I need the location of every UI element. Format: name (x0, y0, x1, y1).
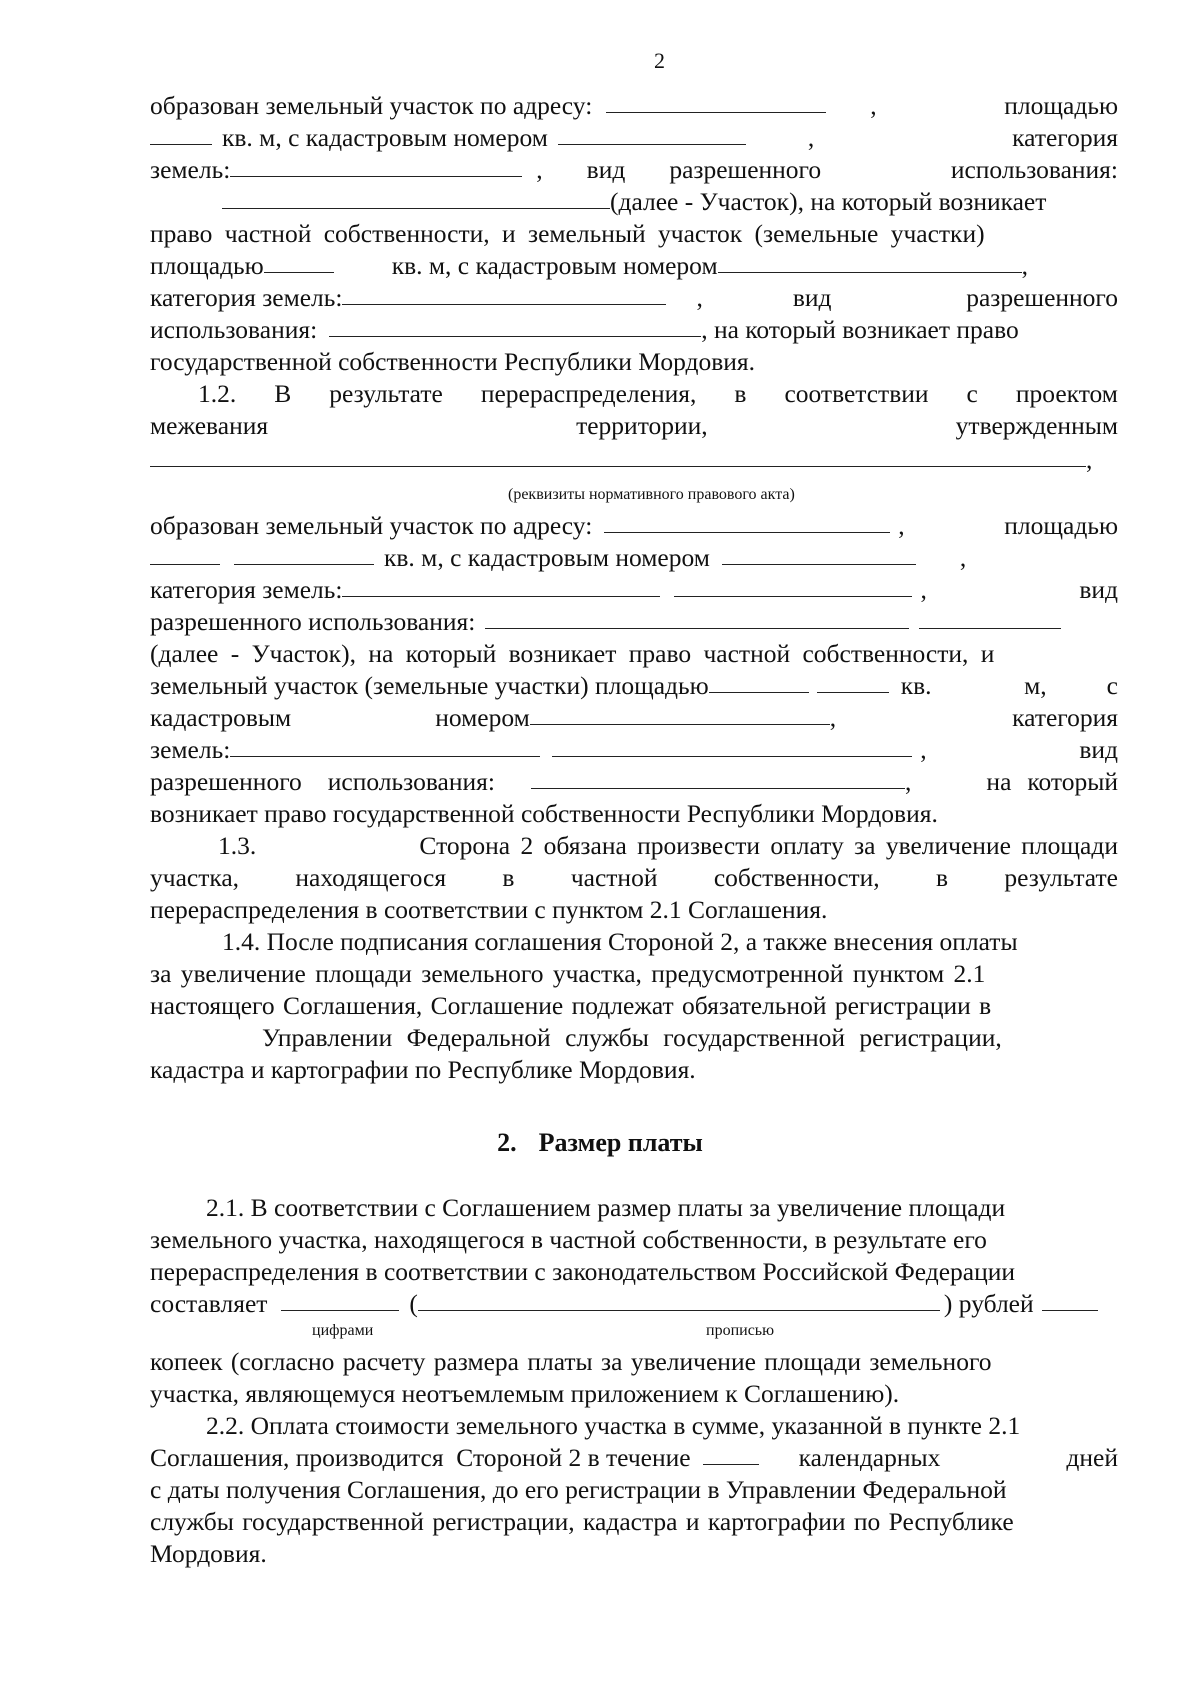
text: площадью (1004, 91, 1118, 120)
text: за увеличение площади земельного участка, предусмотренной пунктом 2.1 (150, 959, 986, 988)
text-line (150, 1346, 1118, 1378)
paragraph-1-4-line (222, 926, 1118, 958)
text: в (502, 863, 515, 892)
text: кв. м, с кадастровым номером (384, 543, 710, 572)
text-line (150, 1054, 1118, 1086)
paragraph-1-3-first-line (218, 830, 1118, 862)
paragraph-2-1-line (206, 1192, 1118, 1224)
text: с даты получения Соглашения, до его регистрации в Управлении Федеральной (150, 1475, 1007, 1504)
text: собственности, (713, 863, 880, 892)
text: , на который возникает право (701, 315, 1019, 344)
text: земель: (150, 155, 231, 184)
text: результате (1004, 863, 1118, 892)
text-line (150, 798, 1118, 830)
text: кадастровым (150, 703, 292, 732)
text-line (150, 410, 1118, 442)
text: кв. (900, 671, 932, 700)
text-line (150, 154, 1118, 186)
text: номером (435, 703, 530, 732)
text: использования: (327, 767, 495, 796)
text: , (829, 703, 837, 732)
text: участка, (150, 863, 240, 892)
field-caption: прописью (706, 1322, 775, 1339)
text-line (150, 542, 1118, 574)
text: дней (1066, 1443, 1118, 1472)
text-line (262, 1022, 1118, 1054)
text: (далее - Участок), на который возникает право частной собственности, и (150, 639, 995, 668)
text-line (150, 638, 1118, 670)
text: с (1106, 671, 1118, 700)
text: межевания (150, 411, 269, 440)
text: , (536, 155, 543, 184)
text: категория (1012, 123, 1118, 152)
text: право частной собственности, и земельный участок (земельные участки) (150, 219, 985, 248)
text: кадастра и картографии по Республике Мордовия. (150, 1055, 696, 1084)
field-caption: (реквизиты нормативного правового акта) (508, 486, 795, 503)
text-line (150, 894, 1118, 926)
text-line (150, 1474, 1118, 1506)
text: (далее - Участок), на который возникает (610, 187, 1047, 216)
text-line (150, 958, 1118, 990)
text: Мордовия. (150, 1539, 267, 1568)
text: В (274, 379, 292, 408)
text: проектом (1015, 379, 1118, 408)
text: м, (1024, 671, 1047, 700)
text: , (870, 91, 877, 120)
text: площадью (150, 251, 264, 280)
section-heading (0, 1128, 1200, 1158)
text: возникает право государственной собственности Республики Мордовия. (150, 799, 938, 828)
text: вид (586, 155, 626, 184)
text: перераспределения в соответствии с законодательством Российской Федерации (150, 1257, 1016, 1286)
text-line (150, 1256, 1118, 1288)
text: государственной собственности Республики Мордовия. (150, 347, 756, 376)
text: календарных (798, 1443, 941, 1472)
fill-blank[interactable] (342, 574, 660, 597)
text: разрешенного (966, 283, 1118, 312)
fill-blank[interactable] (606, 90, 826, 113)
text: перераспределения, (480, 379, 697, 408)
text: категория (1012, 703, 1118, 732)
text: , (904, 767, 912, 796)
text: ( (409, 1289, 418, 1318)
text: , (1021, 251, 1028, 280)
text-line (150, 510, 1118, 542)
fill-blank[interactable] (150, 542, 220, 565)
fill-blank[interactable] (222, 186, 610, 209)
fill-blank[interactable] (817, 670, 889, 693)
text: 1.2. (198, 379, 237, 408)
text-line (150, 734, 1118, 766)
text: категория земель: (150, 283, 343, 312)
fill-blank[interactable] (234, 542, 374, 565)
text: Соглашения, производится Стороной 2 в течение (150, 1443, 691, 1472)
text-line (150, 606, 1118, 638)
text: составляет (150, 1289, 268, 1318)
fill-blank[interactable] (919, 606, 1061, 629)
text: территории, (576, 411, 708, 440)
text-line (150, 990, 1118, 1022)
text: результате (329, 379, 443, 408)
fill-blank[interactable] (150, 444, 1086, 467)
text: категория земель: (150, 575, 343, 604)
text: копеек (согласно расчету размера платы за увеличение площади земельного (150, 1347, 992, 1376)
text: , (696, 283, 703, 312)
field-caption: цифрами (312, 1322, 374, 1339)
text: перераспределения в соответствии с пунктом 2.1 Соглашения. (150, 895, 828, 924)
text: который (1027, 767, 1118, 796)
section-number: 2. (497, 1128, 517, 1157)
fill-blank[interactable] (230, 734, 540, 757)
fill-blank[interactable] (718, 250, 1022, 273)
text-line (150, 218, 1118, 250)
text: 1.4. После подписания соглашения Стороной 2, а также внесения оплаты (222, 927, 1018, 956)
text-line (150, 1224, 1118, 1256)
text: , (920, 575, 927, 604)
fill-blank[interactable] (703, 1442, 759, 1465)
text: земель: (150, 735, 231, 764)
fill-blank[interactable] (230, 154, 522, 177)
text: участка, являющемуся неотъемлемым приложением к Соглашению). (150, 1379, 900, 1408)
text: в (734, 379, 747, 408)
text-line (150, 1288, 1118, 1320)
text: кв. м, с кадастровым номером (391, 251, 718, 280)
text: ) рублей (943, 1289, 1034, 1318)
text: службы государственной регистрации, кадастра и картографии по Республике (150, 1507, 1014, 1536)
text-line (150, 346, 1118, 378)
text: образован земельный участок по адресу: (150, 91, 593, 120)
text: , (959, 543, 967, 572)
text: образован земельный участок по адресу: (150, 511, 593, 540)
fill-blank[interactable] (552, 734, 912, 757)
text: Управлении Федеральной службы государственной регистрации, (262, 1023, 1002, 1052)
text: 2.2. Оплата стоимости земельного участка в сумме, указанной в пункте 2.1 (206, 1411, 1021, 1440)
text: земельного участка, находящегося в частной собственности, в результате его (150, 1225, 987, 1254)
text-line (150, 444, 1118, 476)
text-line (150, 766, 1118, 798)
fill-blank[interactable] (722, 542, 916, 565)
fill-blank[interactable] (281, 1288, 399, 1311)
fill-blank[interactable] (342, 282, 666, 305)
text: соответствии (784, 379, 929, 408)
text-line (150, 574, 1118, 606)
fill-blank[interactable] (531, 766, 905, 789)
fill-blank[interactable] (604, 510, 890, 533)
text-line (150, 1538, 1118, 1570)
text-line (222, 186, 1122, 218)
text-line (150, 314, 1118, 346)
page-number: 2 (654, 48, 665, 73)
text: вид (792, 283, 832, 312)
text-line (150, 1378, 1118, 1410)
text-line (150, 1442, 1118, 1474)
section-title: Размер платы (538, 1128, 703, 1157)
fill-blank[interactable] (264, 250, 334, 273)
text: разрешенного использования: (150, 607, 476, 636)
text-line (150, 1506, 1118, 1538)
text-line (150, 282, 1118, 314)
paragraph-1-2-first-line (198, 378, 1118, 410)
text-line (150, 122, 1118, 154)
text: находящегося (295, 863, 447, 892)
text: 1.3. (218, 831, 257, 860)
text: настоящего Соглашения, Соглашение подлежат обязательной регистрации в (150, 991, 992, 1020)
text: на (986, 767, 1012, 796)
text: земельный участок (земельные участки) площадью (150, 671, 709, 700)
text: , (1086, 445, 1093, 474)
paragraph-2-2-line (206, 1410, 1118, 1442)
text: , (920, 735, 927, 764)
text-line (150, 862, 1118, 894)
text: вид (1079, 575, 1118, 604)
text-line (150, 250, 1118, 282)
text-line (150, 702, 1118, 734)
text: с (966, 379, 978, 408)
fill-blank[interactable] (418, 1288, 940, 1311)
text-line (150, 670, 1118, 702)
text: в (936, 863, 949, 892)
fill-blank[interactable] (329, 314, 701, 337)
text: кв. м, с кадастровым номером (222, 123, 548, 152)
fill-blank[interactable] (485, 606, 909, 629)
text: разрешенного (150, 767, 302, 796)
fill-blank[interactable] (558, 122, 746, 145)
text: частной (570, 863, 658, 892)
text-line (150, 90, 1118, 122)
text: разрешенного (669, 155, 822, 184)
fill-blank[interactable] (1042, 1288, 1098, 1311)
text: Сторона 2 обязана произвести оплату за увеличение площади (419, 831, 1118, 860)
fill-blank[interactable] (530, 702, 830, 725)
text: использования: (950, 155, 1118, 184)
text: вид (1079, 735, 1118, 764)
text: , (898, 511, 905, 540)
text: , (807, 123, 815, 152)
fill-blank[interactable] (674, 574, 912, 597)
fill-blank[interactable] (150, 122, 212, 145)
text: 2.1. В соответствии с Соглашением размер платы за увеличение площади (206, 1193, 1006, 1222)
text: площадью (1004, 511, 1118, 540)
text: использования: (150, 315, 318, 344)
text: утвержденным (955, 411, 1118, 440)
fill-blank[interactable] (709, 670, 809, 693)
